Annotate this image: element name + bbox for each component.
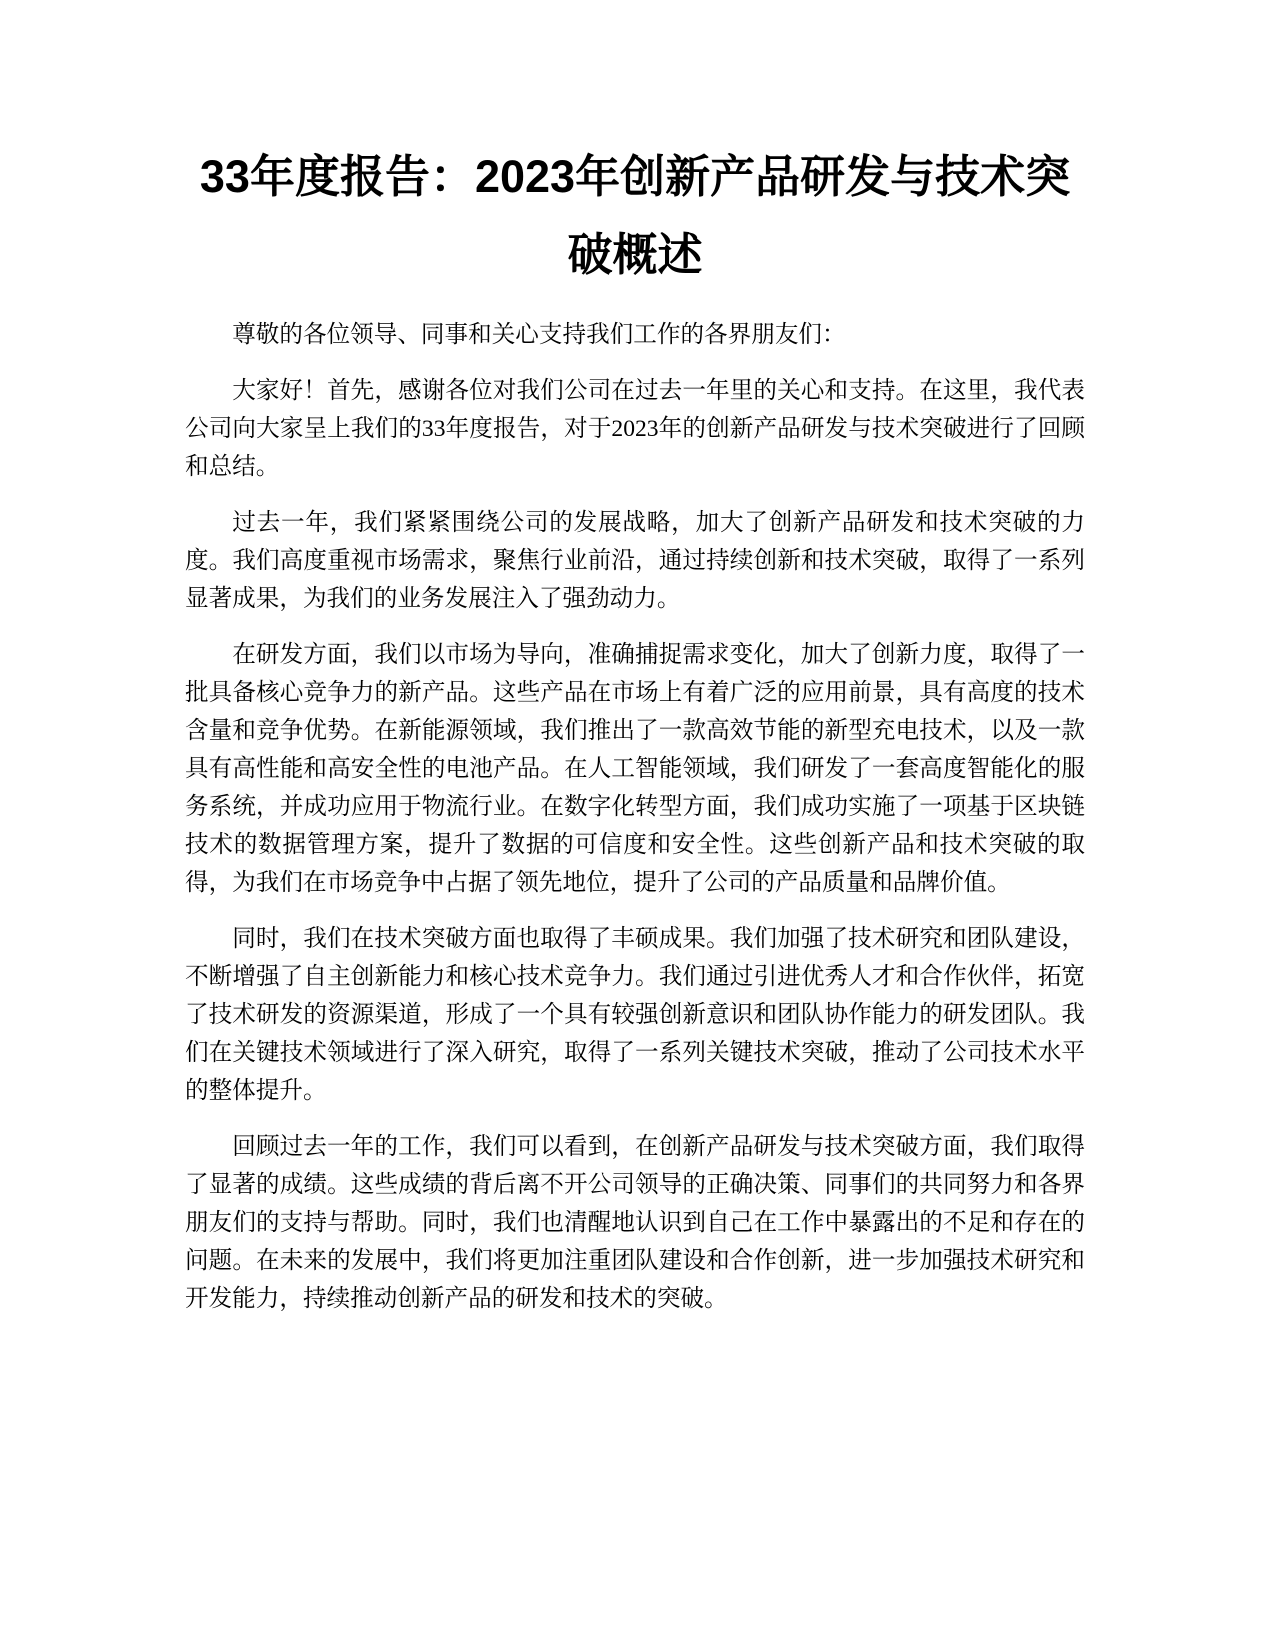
document-title: 33年度报告：2023年创新产品研发与技术突破概述	[199, 151, 1071, 280]
paragraph-technology: 同时，我们在技术突破方面也取得了丰硕成果。我们加强了技术研究和团队建设，不断增强了自主创新能力和核心技术竞争力。我们通过引进优秀人才和合作伙伴，拓宽了技术研发的资源渠道，形成了一个具有较强创新意识和团队协作能力的研发团队。我们在关键技术领域进行了深入研究，取得了一系列关键技术突破，推动了公司技术水平的整体提升。	[185, 926, 1085, 1104]
paragraph-greeting: 大家好！首先，感谢各位对我们公司在过去一年里的关心和支持。在这里，我代表公司向大家呈上我们的33年度报告，对于2023年的创新产品研发与技术突破进行了回顾和总结。	[185, 378, 1085, 480]
paragraph-salutation: 尊敬的各位领导、同事和关心支持我们工作的各界朋友们：	[232, 322, 846, 348]
document-body	[185, 138, 1085, 1336]
paragraph-research: 在研发方面，我们以市场为导向，准确捕捉需求变化，加大了创新力度，取得了一批具备核心竞争力的新产品。这些产品在市场上有着广泛的应用前景，具有高度的技术含量和竞争优势。在新能源领域，我们推出了一款高效节能的新型充电技术，以及一款具有高性能和高安全性的电池产品。在人工智能领域，我们研发了一套高度智能化的服务系统，并成功应用于物流行业。在数字化转型方面，我们成功实施了一项基于区块链技术的数据管理方案，提升了数据的可信度和安全性。这些创新产品和技术突破的取得，为我们在市场竞争中占据了领先地位，提升了公司的产品质量和品牌价值。	[185, 642, 1085, 896]
paragraph-overview: 过去一年，我们紧紧围绕公司的发展战略，加大了创新产品研发和技术突破的力度。我们高度重视市场需求，聚焦行业前沿，通过持续创新和技术突破，取得了一系列显著成果，为我们的业务发展注入了强劲动力。	[185, 510, 1085, 612]
paragraph-review: 回顾过去一年的工作，我们可以看到，在创新产品研发与技术突破方面，我们取得了显著的成绩。这些成绩的背后离不开公司领导的正确决策、同事们的共同努力和各界朋友们的支持与帮助。同时，我们也清醒地认识到自己在工作中暴露出的不足和存在的问题。在未来的发展中，我们将更加注重团队建设和合作创新，进一步加强技术研究和开发能力，持续推动创新产品的研发和技术的突破。	[185, 1134, 1085, 1312]
